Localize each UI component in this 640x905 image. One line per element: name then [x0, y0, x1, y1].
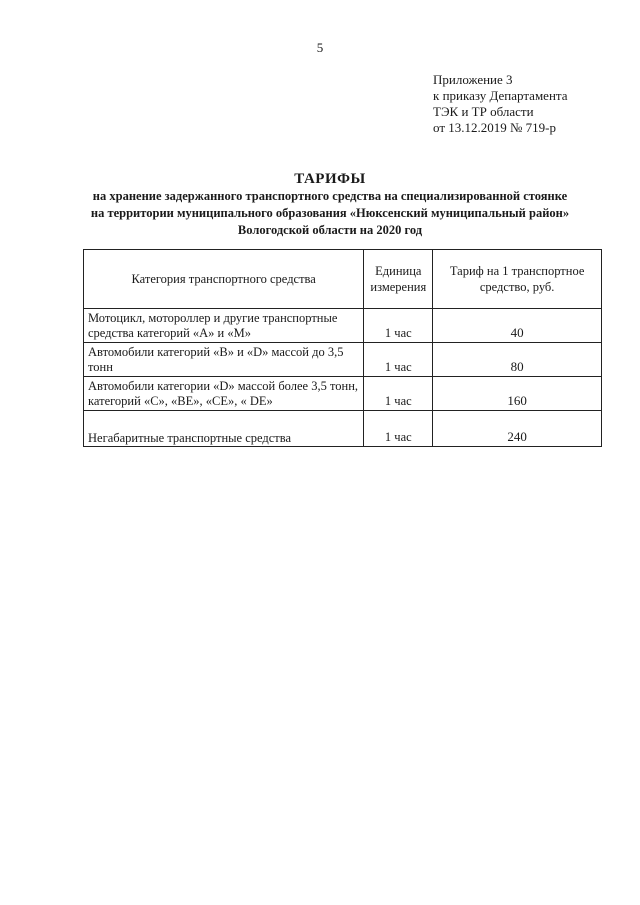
- appendix-line: от 13.12.2019 № 719-р: [433, 120, 556, 135]
- appendix-line: ТЭК и ТР области: [433, 104, 534, 119]
- table-row: [84, 377, 602, 411]
- cell-rate: 40: [433, 309, 602, 343]
- appendix-line: Приложение 3: [433, 72, 513, 87]
- document-subtitle-line: Вологодской области на 2020 год: [237, 223, 423, 237]
- appendix-block: [433, 72, 568, 136]
- header-rate: Тариф на 1 транспортное средство, руб.: [433, 250, 602, 309]
- header-category: Категория транспортного средства: [84, 250, 364, 309]
- cell-rate: 160: [433, 377, 602, 411]
- page-number: 5: [316, 40, 324, 55]
- cell-rate: 80: [433, 343, 602, 377]
- table-row: [84, 309, 602, 343]
- cell-unit: 1 час: [364, 309, 433, 343]
- cell-category: Автомобили категорий «В» и «D» массой до 3,5 тонн: [84, 343, 364, 377]
- appendix-line: к приказу Департамента: [433, 88, 568, 103]
- title-block: [60, 170, 600, 239]
- document-title: ТАРИФЫ: [294, 171, 366, 187]
- cell-category: Негабаритные транспортные средства: [84, 411, 364, 447]
- cell-unit: 1 час: [364, 377, 433, 411]
- cell-rate: 240: [433, 411, 602, 447]
- table-row: [84, 343, 602, 377]
- cell-category: Автомобили категории «D» массой более 3,5 тонн, категорий «С», «ВЕ», «СЕ», « DЕ»: [84, 377, 364, 411]
- tariffs-table: [83, 249, 602, 447]
- document-subtitle-line: на территории муниципального образования «Нюксенский муниципальный район»: [90, 206, 570, 220]
- cell-unit: 1 час: [364, 411, 433, 447]
- cell-unit: 1 час: [364, 343, 433, 377]
- table-row: [84, 411, 602, 447]
- cell-category: Мотоцикл, мотороллер и другие транспортные средства категорий «А» и «М»: [84, 309, 364, 343]
- document-subtitle-line: на хранение задержанного транспортного средства на специализированной стоянке: [92, 189, 568, 203]
- header-unit: Единица измерения: [364, 250, 433, 309]
- table-header-row: [84, 250, 602, 309]
